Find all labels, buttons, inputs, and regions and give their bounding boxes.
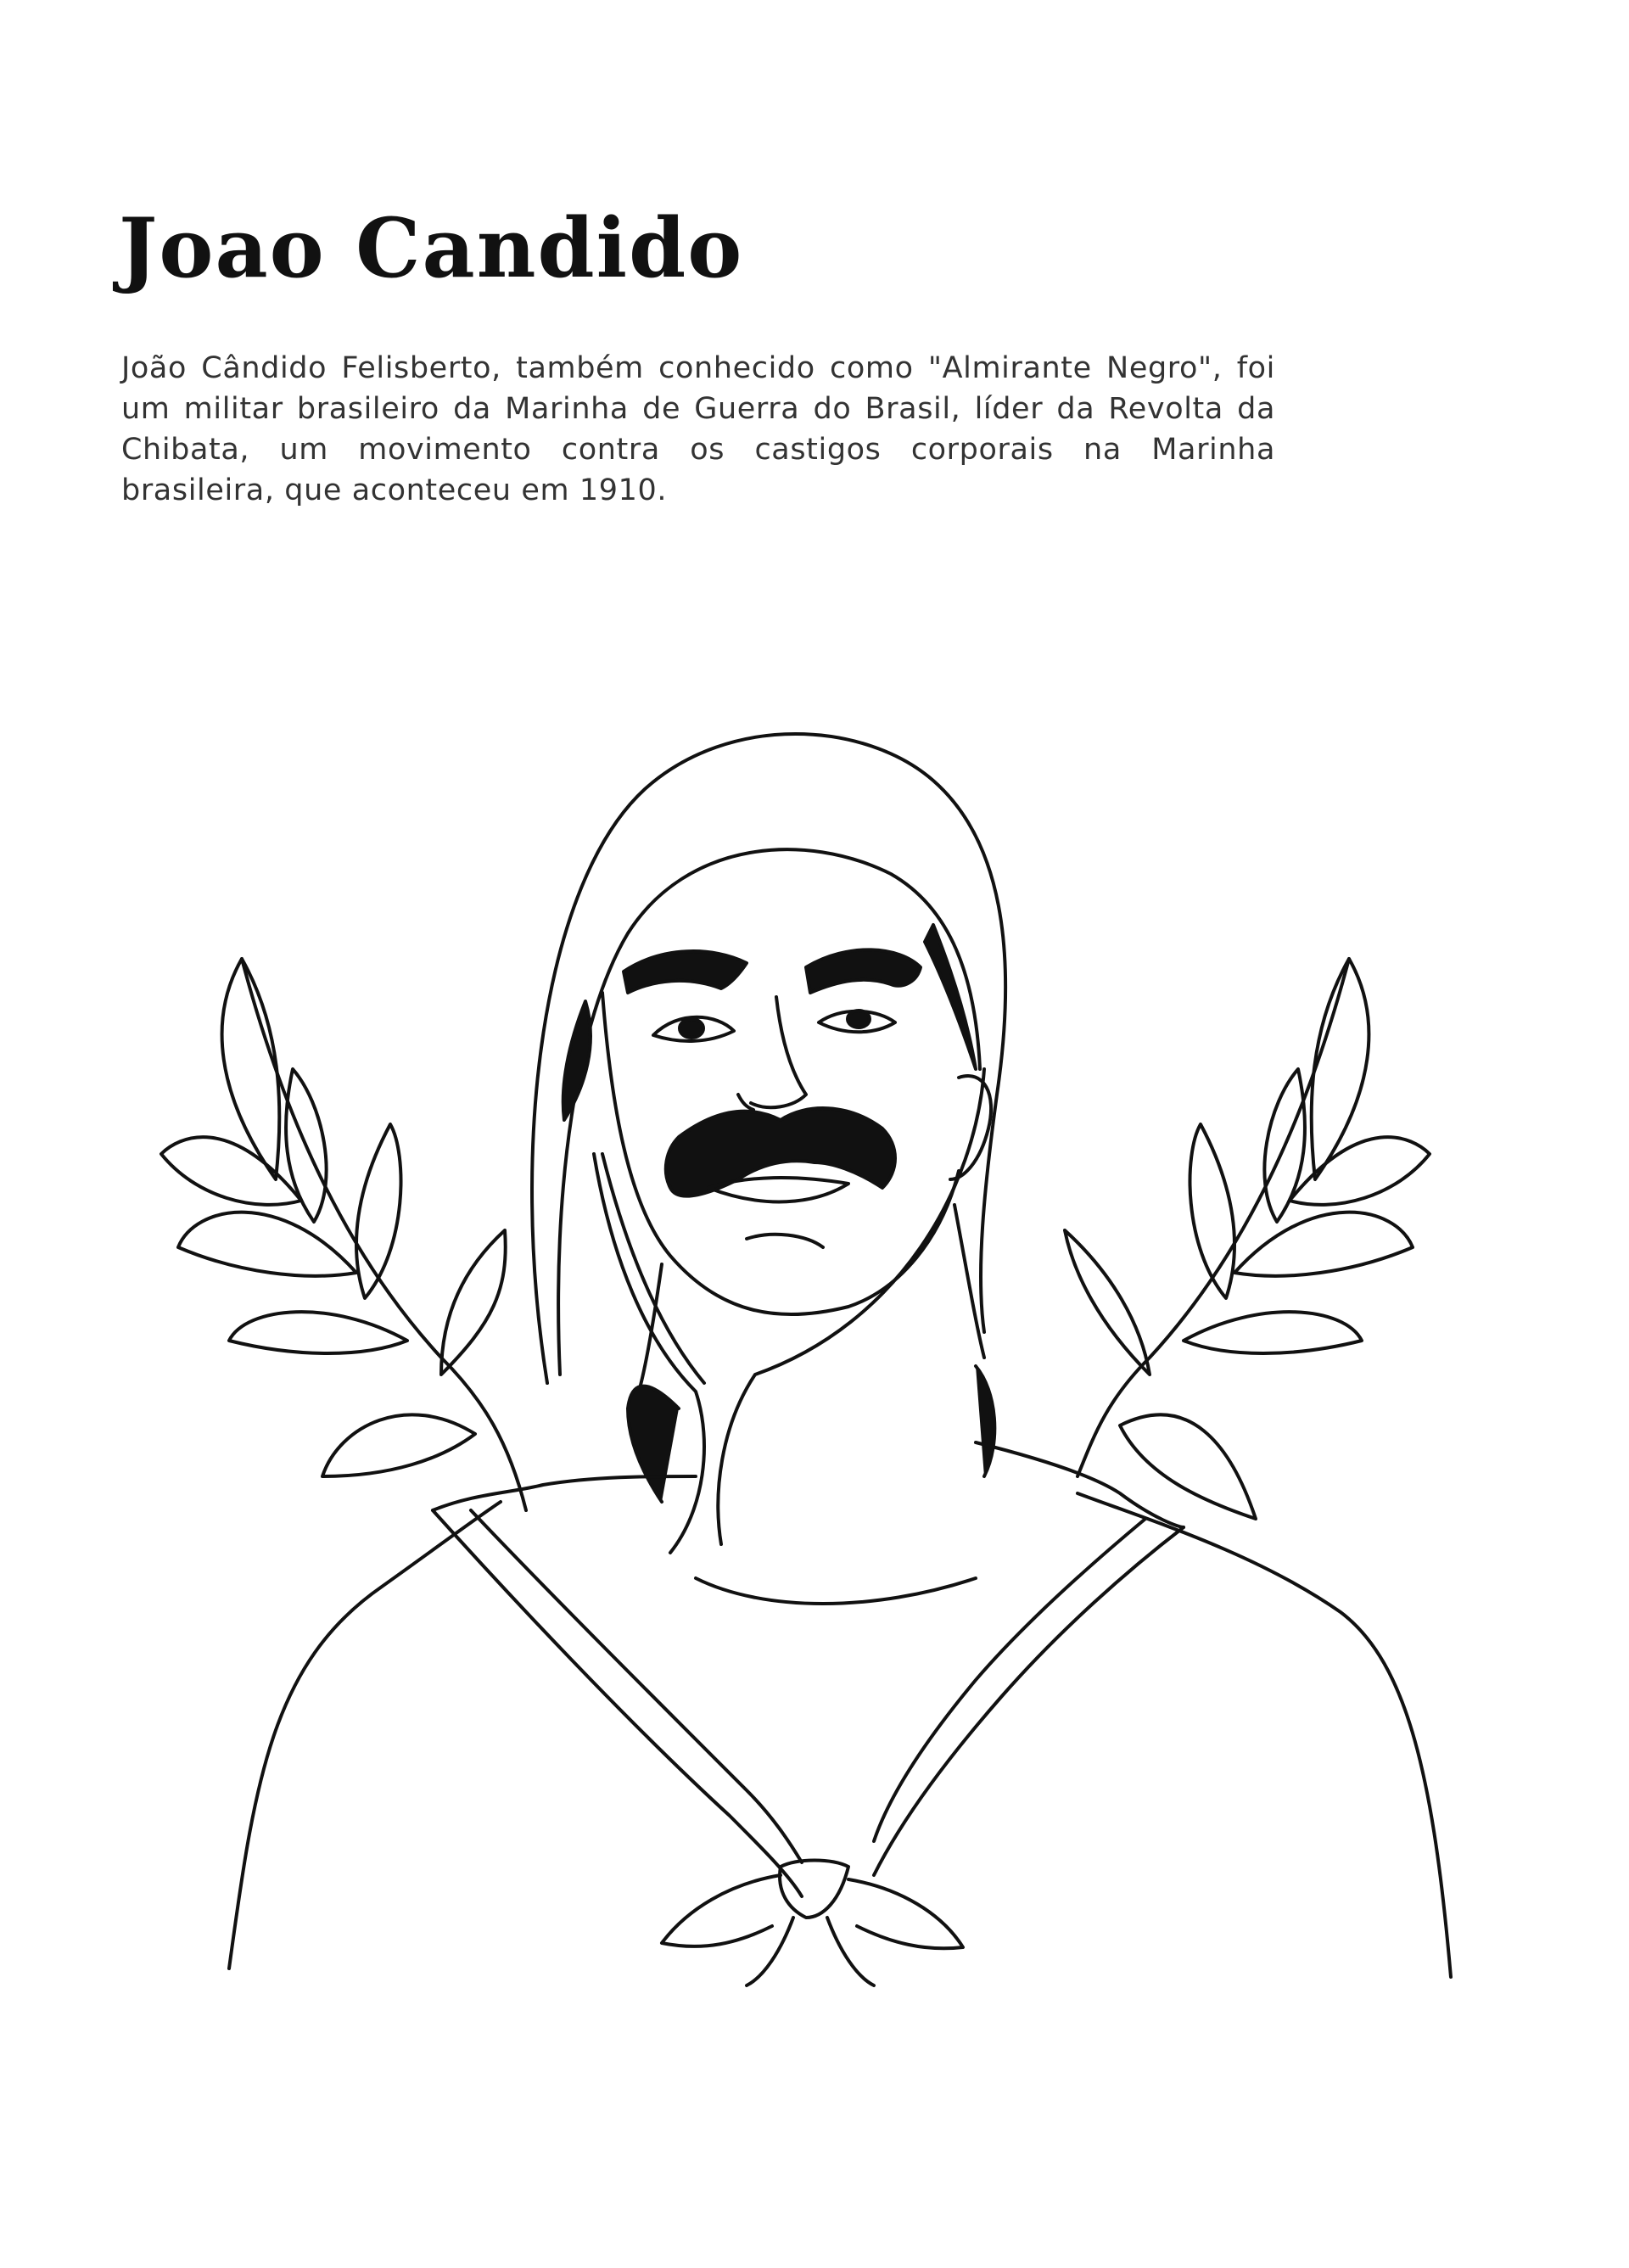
left-eyebrow	[624, 951, 747, 993]
right-olive-branch	[1065, 959, 1430, 1519]
sailor-jacket	[229, 1442, 1451, 1977]
left-olive-branch	[161, 959, 526, 1510]
right-eyebrow	[806, 949, 921, 993]
hood	[532, 734, 1005, 1383]
page-title: Joao Candido	[119, 200, 744, 296]
shirt	[628, 1366, 994, 1604]
sailor-collar	[433, 1510, 1184, 1896]
neckerchief-knot	[662, 1861, 963, 1986]
mustache	[666, 1108, 895, 1196]
biography-text: João Cândido Felisberto, também conhecido como "Almirante Negro", foi um militar brasileiro da Marinha de Guerra do Brasil, líder da Revolta da Chibata, um movimento contra os castigos corporais na Marinha brasileira, que aconteceu em 1910.	[121, 351, 1275, 507]
face	[602, 949, 991, 1400]
